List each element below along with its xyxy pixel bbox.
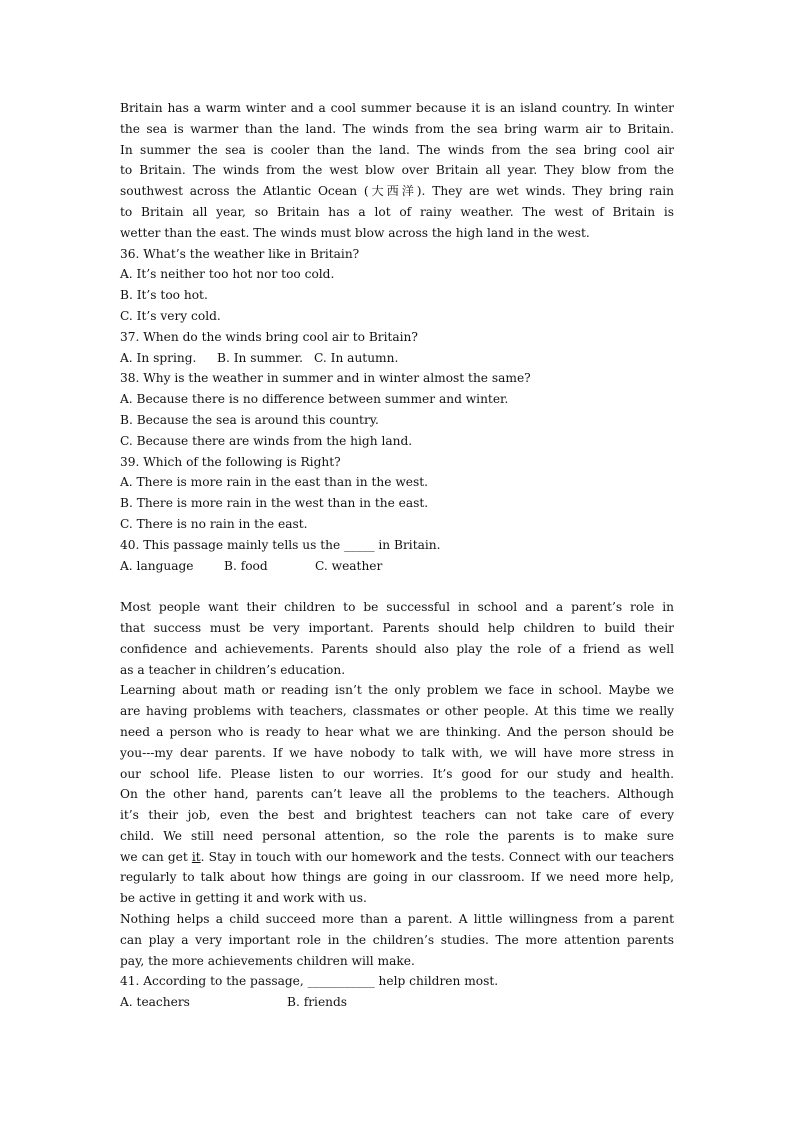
passage-line: Learning about math or reading isn’t the only problem we face in school. Maybe we — [120, 683, 674, 698]
answer-option: C. Because there are winds from the high land. — [120, 433, 413, 448]
answer-option: A. In spring. — [120, 350, 197, 365]
passage-line: you---my dear parents. If we have nobody to talk with, we will have more stress in — [120, 745, 674, 760]
question-text: 38. Why is the weather in summer and in winter almost the same? — [120, 371, 531, 386]
passage-line: that success must be very important. Parents should help children to build their — [120, 620, 674, 635]
answer-option: C. weather — [315, 558, 383, 573]
answer-option: B. Because the sea is around this country. — [120, 412, 379, 427]
answer-option: B. It’s too hot. — [120, 288, 208, 303]
answer-option: C. There is no rain in the east. — [120, 516, 308, 531]
passage-text: we can get — [120, 849, 192, 864]
passage-line: child. We still need personal attention, so the role the parents is to make sure — [120, 828, 674, 843]
passage-line: as a teacher in children’s education. — [120, 662, 346, 677]
answer-option: B. food — [224, 558, 268, 573]
passage-line: southwest across the Atlantic Ocean (大西洋). They are wet winds. They bring rain — [120, 184, 674, 199]
answer-option: A. teachers — [120, 995, 190, 1010]
question-36 — [120, 244, 674, 327]
passage-line — [120, 847, 674, 868]
passage-line: to Britain all year, so Britain has a lot of rainy weather. The west of Britain is — [120, 204, 674, 219]
answer-option: A. It’s neither too hot nor too cold. — [120, 267, 335, 282]
section-spacer — [120, 576, 674, 597]
question-37 — [120, 327, 674, 369]
question-text: 39. Which of the following is Right? — [120, 454, 341, 469]
answer-option: C. In autumn. — [314, 350, 399, 365]
question-39 — [120, 452, 674, 535]
answer-option: A. There is more rain in the east than in the west. — [120, 475, 429, 490]
answer-option: A. Because there is no difference between summer and winter. — [120, 392, 509, 407]
passage-line: On the other hand, parents can’t leave all the problems to the teachers. Although — [120, 787, 674, 802]
passage-line: Britain has a warm winter and a cool summer because it is an island country. In winter — [120, 101, 674, 115]
question-text: 40. This passage mainly tells us the _____ in Britain. — [120, 537, 441, 552]
passage-line: Nothing helps a child succeed more than a parent. A little willingness from a parent — [120, 912, 674, 927]
passage-line: confidence and achievements. Parents should also play the role of a friend as well — [120, 641, 674, 656]
question-text: 37. When do the winds bring cool air to Britain? — [120, 329, 418, 344]
passage-1 — [120, 98, 674, 244]
passage-line: wetter than the east. The winds must blow across the high land in the west. — [120, 225, 590, 240]
passage-line: In summer the sea is cooler than the land. The winds from the sea bring cool air — [120, 142, 674, 157]
passage-line: our school life. Please listen to our worries. It’s good for our study and health. — [120, 766, 674, 781]
question-text: 41. According to the passage, ___________ help children most. — [120, 974, 499, 989]
answer-option: B. There is more rain in the west than in the east. — [120, 496, 429, 511]
answer-option: A. language — [120, 558, 194, 573]
underlined-word: it — [191, 849, 201, 864]
passage-2 — [120, 597, 674, 971]
passage-line: be active in getting it and work with us. — [120, 891, 367, 906]
inline-options — [120, 556, 674, 577]
passage-line: it’s their job, even the best and brightest teachers can not take care of every — [120, 808, 674, 823]
document-page — [120, 98, 674, 1013]
question-text: 36. What’s the weather like in Britain? — [120, 246, 360, 261]
passage-line: can play a very important role in the children’s studies. The more attention parents — [120, 932, 674, 947]
answer-option: B. In summer. — [217, 350, 304, 365]
passage-line: need a person who is ready to hear what we are thinking. And the person should be — [120, 724, 674, 739]
passage-text: . Stay in touch with our homework and the tests. Connect with our teachers — [200, 849, 674, 864]
inline-options — [120, 992, 674, 1013]
passage-line: pay, the more achievements children will make. — [120, 953, 415, 968]
question-41 — [120, 971, 674, 1013]
passage-line: Most people want their children to be successful in school and a parent’s role in — [120, 600, 674, 615]
passage-line: to Britain. The winds from the west blow over Britain all year. They blow from the — [120, 163, 674, 178]
passage-line: are having problems with teachers, classmates or other people. At this time we really — [120, 704, 674, 719]
passage-line: regularly to talk about how things are going in our classroom. If we need more help, — [120, 870, 674, 885]
answer-option: C. It’s very cold. — [120, 308, 221, 323]
passage-line: the sea is warmer than the land. The winds from the sea bring warm air to Britain. — [120, 121, 674, 136]
answer-option: B. friends — [287, 995, 348, 1010]
inline-options — [120, 348, 674, 369]
question-40 — [120, 535, 674, 577]
question-38 — [120, 368, 674, 451]
